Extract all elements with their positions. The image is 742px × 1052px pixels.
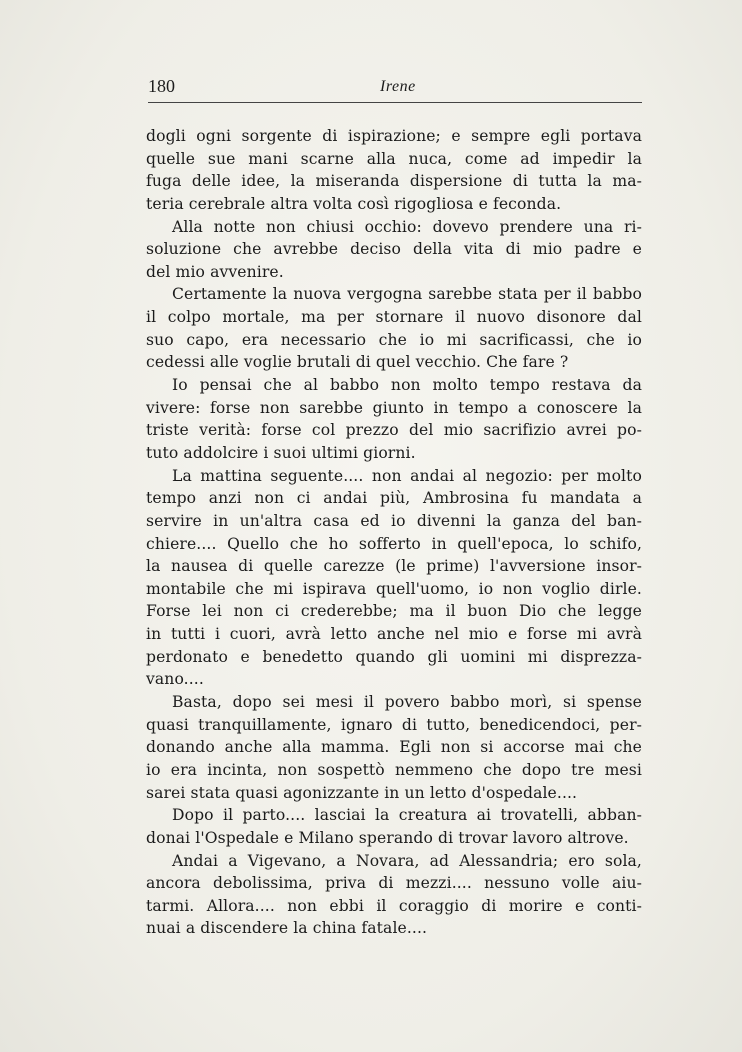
text-line: vivere: forse non sarebbe giunto in tempo a conoscere la bbox=[146, 398, 642, 417]
text-line: ancora debolissima, priva di mezzi.... nessuno volle aiu- bbox=[146, 874, 642, 893]
text-line: il colpo mortale, ma per stornare il nuovo disonore dal bbox=[146, 308, 642, 327]
text-line: donando anche alla mamma. Egli non si accorse mai che bbox=[146, 738, 642, 757]
text-line: Certamente la nuova vergogna sarebbe stata per il babbo bbox=[172, 285, 642, 304]
text-line: Io pensai che al babbo non molto tempo restava da bbox=[172, 376, 642, 395]
page-number: 180 bbox=[148, 76, 175, 96]
text-line: donai l'Ospedale e Milano sperando di trovar lavoro altrove. bbox=[146, 828, 629, 847]
running-title: Irene bbox=[380, 78, 416, 95]
text-line: Basta, dopo sei mesi il povero babbo morì, si spense bbox=[172, 693, 642, 712]
text-line: montabile che mi ispirava quell'uomo, io non voglio dirle. bbox=[146, 579, 642, 598]
text-line: la nausea di quelle carezze (le prime) l'avversione insor- bbox=[146, 557, 642, 576]
text-line: Dopo il parto.... lasciai la creatura ai trovatelli, abban- bbox=[172, 806, 642, 825]
text-line: quelle sue mani scarne alla nuca, come ad impedir la bbox=[146, 149, 642, 168]
text-line: La mattina seguente.... non andai al negozio: per molto bbox=[172, 466, 642, 485]
page-header bbox=[148, 74, 642, 103]
text-line: perdonato e benedetto quando gli uomini mi disprezza- bbox=[146, 647, 642, 666]
text-line: Forse lei non ci crederebbe; ma il buon Dio che legge bbox=[146, 602, 642, 621]
text-line: tuto addolcire i suoi ultimi giorni. bbox=[146, 443, 416, 462]
text-line: soluzione che avrebbe deciso della vita di mio padre e bbox=[146, 240, 642, 259]
text-line: teria cerebrale altra volta così rigogliosa e feconda. bbox=[146, 194, 562, 213]
text-line: fuga delle idee, la miseranda dispersione di tutta la ma- bbox=[146, 172, 642, 191]
text-line: Alla notte non chiusi occhio: dovevo prendere una ri- bbox=[172, 217, 642, 236]
text-line: nuai a discendere la china fatale.... bbox=[146, 919, 428, 938]
body-text bbox=[146, 125, 642, 940]
text-line: vano.... bbox=[146, 670, 204, 689]
text-line: io era incinta, non sospettò nemmeno che dopo tre mesi bbox=[146, 760, 642, 779]
text-line: cedessi alle voglie brutali di quel vecchio. Che fare ? bbox=[146, 353, 569, 372]
text-line: in tutti i cuori, avrà letto anche nel mio e forse mi avrà bbox=[146, 625, 642, 644]
text-line: dogli ogni sorgente di ispirazione; e sempre egli portava bbox=[146, 127, 642, 145]
text-line: servire in un'altra casa ed io divenni la ganza del ban- bbox=[146, 511, 642, 530]
text-line: tempo anzi non ci andai più, Ambrosina fu mandata a bbox=[146, 489, 642, 508]
text-line: triste verità: forse col prezzo del mio sacrifizio avrei po- bbox=[146, 421, 642, 440]
text-line: suo capo, era necessario che io mi sacrificassi, che io bbox=[146, 330, 642, 349]
text-line: Andai a Vigevano, a Novara, ad Alessandria; ero sola, bbox=[172, 851, 642, 870]
text-line: sarei stata quasi agonizzante in un letto d'ospedale.... bbox=[146, 783, 578, 802]
text-line: tarmi. Allora.... non ebbi il coraggio di morire e conti- bbox=[146, 896, 642, 915]
text-line: del mio avvenire. bbox=[146, 262, 284, 281]
text-line: quasi tranquillamente, ignaro di tutto, benedicendoci, per- bbox=[146, 715, 642, 734]
text-line: chiere.... Quello che ho sofferto in quell'epoca, lo schifo, bbox=[146, 534, 642, 553]
